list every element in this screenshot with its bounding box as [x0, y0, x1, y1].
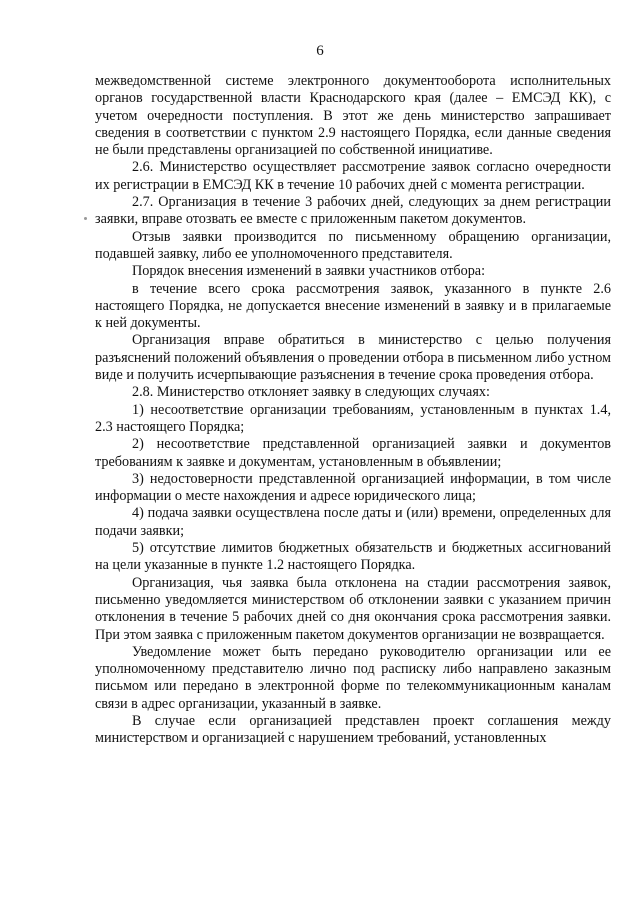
- paragraph: 2.7. Организация в течение 3 рабочих дней, следующих за днем регистрации заявки, вправе отозвать ее вместе с приложенным пакетом документов.: [95, 194, 611, 228]
- paragraph: 2.8. Министерство отклоняет заявку в следующих случаях:: [132, 384, 490, 401]
- paragraph: Организация, чья заявка была отклонена на стадии рассмотрения заявок, письменно уведомляется министерством об отклонении заявки с указанием причин отклонения в течение 5 рабочих дней со дня окончания срока рассмотрения заявки. При этом заявка с приложенным пакетом документов организации не возвращается.: [95, 574, 611, 643]
- paragraph: Отзыв заявки производится по письменному обращению организации, подавшей заявку, либо ее уполномоченного представителя.: [95, 228, 611, 262]
- paragraph: Уведомление может быть передано руководителю организации или ее уполномоченному представителю лично под расписку либо направлено заказным письмом или передано в электронной форме по телекоммуникационным каналам связи в адрес организации, указанный в заявке.: [95, 643, 611, 712]
- paragraph: 2.6. Министерство осуществляет рассмотрение заявок согласно очередности их регистрации в ЕМСЭД КК в течение 10 рабочих дней с момента регистрации.: [95, 159, 611, 193]
- list-item: 5) отсутствие лимитов бюджетных обязательств и бюджетных ассигнований на цели указанные в пункте 1.2 настоящего Порядка.: [95, 540, 611, 574]
- margin-mark: [84, 217, 87, 220]
- paragraph: в течение всего срока рассмотрения заявок, указанного в пункте 2.6 настоящего Порядка, не допускается внесение изменений в заявку и в прилагаемые к ней документы.: [95, 280, 611, 332]
- list-item: 1) несоответствие организации требованиям, установленным в пунктах 1.4, 2.3 настоящего Порядка;: [95, 401, 611, 435]
- page-number: 6: [316, 43, 324, 59]
- document-body: [95, 73, 611, 748]
- paragraph: Организация вправе обратиться в министерство с целью получения разъяснений положений объявления о проведении отбора в письменном либо устном виде и получить исчерпывающие разъяснения в течение срока проведения отбора.: [95, 332, 611, 384]
- paragraph: Порядок внесения изменений в заявки участников отбора:: [132, 263, 486, 280]
- paragraph: В случае если организацией представлен проект соглашения между министерством и организацией с нарушением требований, установленных: [95, 712, 611, 747]
- list-item: 3) недостоверности представленной организацией информации, в том числе информации о месте нахождения и адресе юридического лица;: [95, 470, 611, 505]
- list-item: 2) несоответствие представленной организацией заявки и документов требованиям к заявке и документам, установленным в объявлении;: [95, 436, 611, 470]
- paragraph: межведомственной системе электронного документооборота исполнительных органов государственной власти Краснодарского края (далее – ЕМСЭД КК), с учетом очередности поступления. В этот же день министерство запрашивает сведения в соответствии с пунктом 2.9 настоящего Порядка, если данные сведения не были представлены организацией по собственной инициативе.: [95, 73, 611, 159]
- list-item: 4) подача заявки осуществлена после даты и (или) времени, определенных для подачи заявки;: [95, 505, 611, 539]
